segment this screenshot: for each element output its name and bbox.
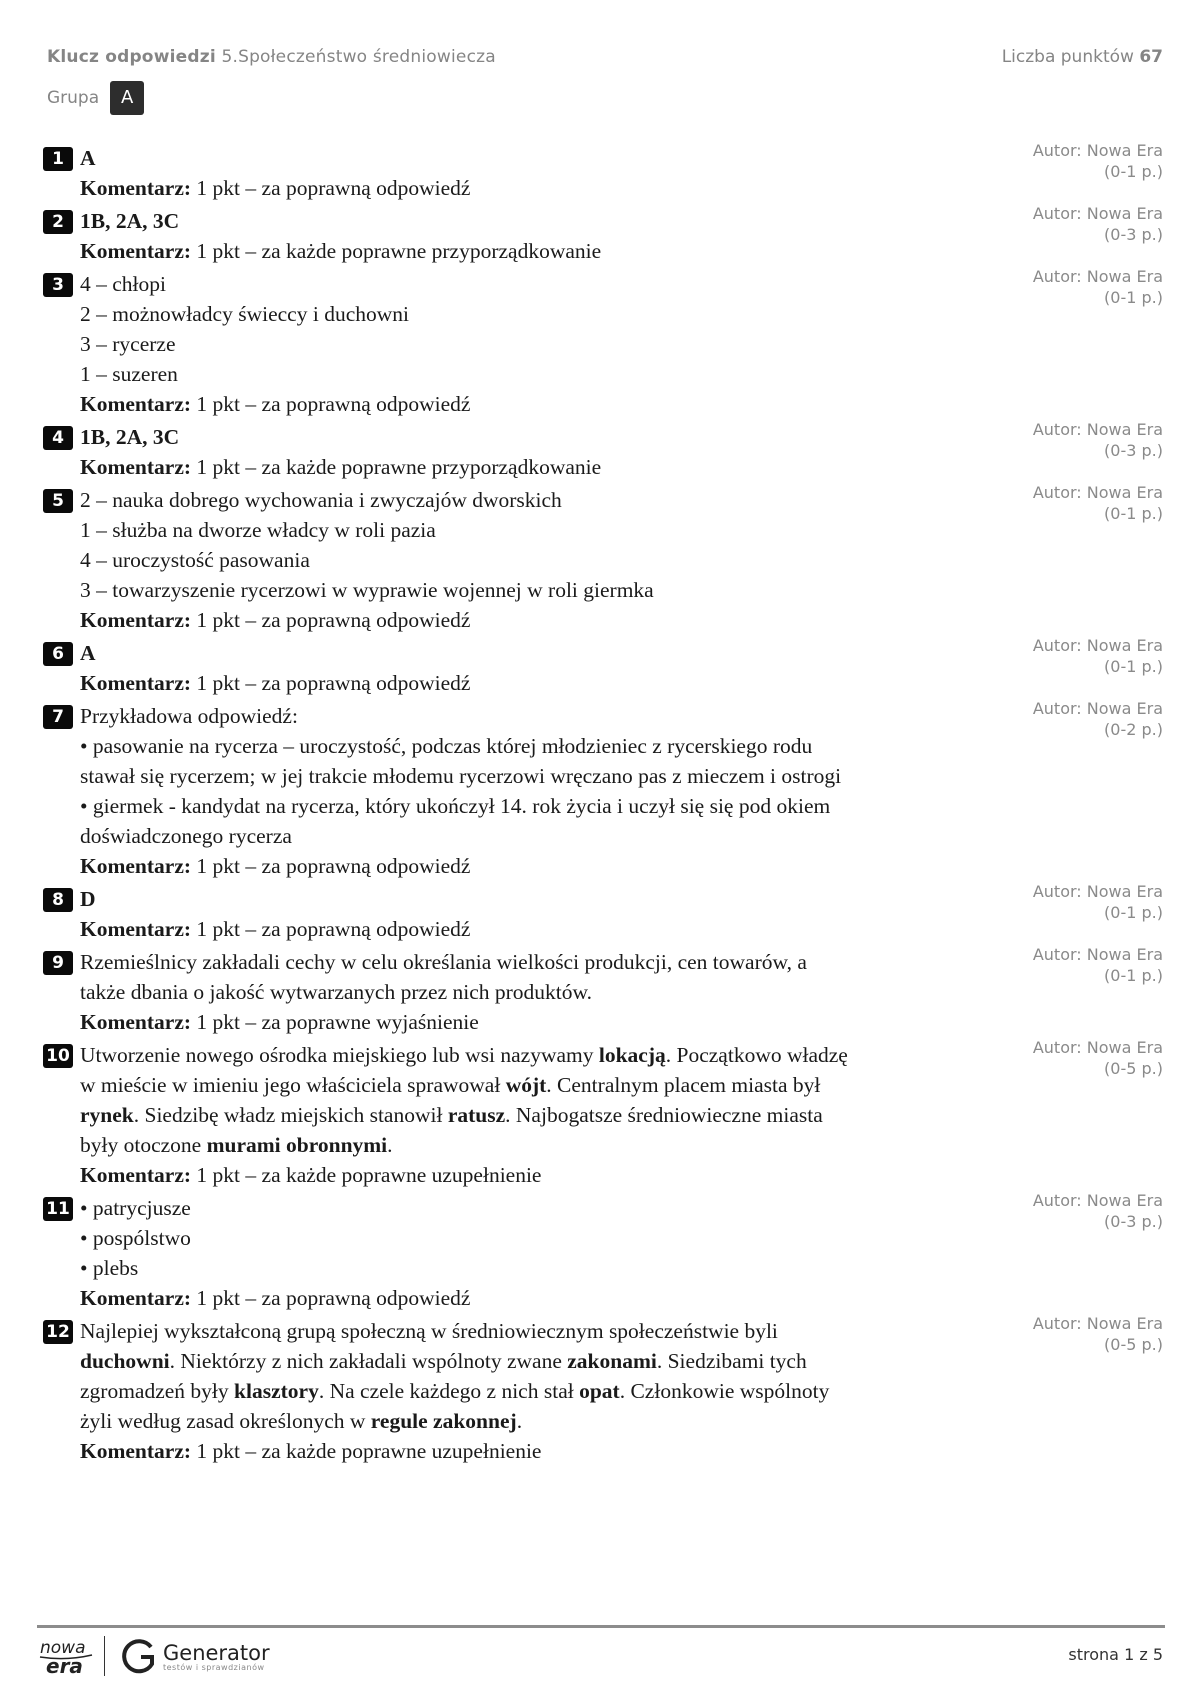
task-points: (0-2 p.) (1104, 720, 1163, 739)
group-row (47, 81, 144, 115)
comment-text: 1 pkt – za poprawne wyjaśnienie (196, 1010, 479, 1034)
answer-line: A (80, 146, 96, 170)
document-title (47, 47, 496, 67)
answer-line: 4 – uroczystość pasowania (80, 548, 310, 572)
task-answer (80, 206, 1030, 266)
comment-line (80, 1160, 1030, 1190)
answer-line: • pospólstwo (80, 1226, 191, 1250)
answer-text: . Siedzibę władz miejskich stanowił (133, 1103, 448, 1127)
answers-list (43, 143, 1163, 1469)
task-item (43, 947, 1163, 1037)
task-answer (80, 638, 1030, 698)
comment-line (80, 851, 1030, 881)
answer-text: w mieście w imieniu jego właściciela sprawował (80, 1073, 506, 1097)
answer-text: żyli według zasad określonych w (80, 1409, 371, 1433)
task-points: (0-3 p.) (1104, 1212, 1163, 1231)
task-meta (1033, 635, 1163, 677)
answer-line: • giermek - kandydat na rycerza, który ukończył 14. rok życia i uczył się się pod okiem (80, 794, 831, 818)
task-item (43, 638, 1163, 698)
task-number-badge: 1 (43, 147, 73, 171)
task-points: (0-1 p.) (1104, 162, 1163, 181)
task-author: Autor: Nowa Era (1032, 483, 1163, 502)
task-answer (80, 947, 1030, 1037)
task-author: Autor: Nowa Era (1032, 1038, 1163, 1057)
answer-keyword: ratusz (447, 1103, 506, 1127)
task-meta (1033, 881, 1163, 923)
answer-line: A (80, 641, 96, 665)
comment-line (80, 1283, 1030, 1313)
comment-line (80, 668, 1030, 698)
page-number: strona 1 z 5 (1068, 1645, 1163, 1664)
task-author: Autor: Nowa Era (1032, 636, 1163, 655)
generator-logo (121, 1633, 270, 1681)
answer-text: . (516, 1409, 523, 1433)
logo-era-text: era (46, 1654, 83, 1678)
task-author: Autor: Nowa Era (1032, 1314, 1163, 1333)
task-author: Autor: Nowa Era (1032, 699, 1163, 718)
answer-text: . Centralnym placem miasta był (546, 1073, 821, 1097)
answer-text: . Członkowie wspólnoty (619, 1379, 830, 1403)
comment-label: Komentarz: (80, 608, 192, 632)
comment-text: 1 pkt – za poprawną odpowiedź (196, 392, 471, 416)
task-item (43, 884, 1163, 944)
task-number-badge: 2 (43, 210, 73, 234)
group-badge: A (110, 81, 144, 115)
answer-keyword: wójt (505, 1073, 547, 1097)
answer-text: . Początkowo władzę (665, 1043, 848, 1067)
comment-label: Komentarz: (80, 1286, 192, 1310)
answer-keyword: klasztory (234, 1379, 319, 1403)
task-author: Autor: Nowa Era (1032, 882, 1163, 901)
comment-text: 1 pkt – za poprawną odpowiedź (196, 608, 471, 632)
comment-text: 1 pkt – za każde poprawne przyporządkowanie (196, 239, 602, 263)
comment-line (80, 452, 1030, 482)
task-item (43, 1193, 1163, 1313)
task-points: (0-1 p.) (1104, 966, 1163, 985)
answer-text: . Siedzibami tych (656, 1349, 807, 1373)
comment-label: Komentarz: (80, 455, 192, 479)
points-label: Liczba punktów (1001, 47, 1134, 67)
task-number-badge: 3 (43, 273, 73, 297)
task-points: (0-5 p.) (1104, 1059, 1163, 1078)
answer-line: 1 – służba na dworze władcy w roli pazia (80, 518, 436, 542)
answer-keyword: rynek (80, 1103, 134, 1127)
task-meta (1033, 1037, 1163, 1079)
answer-line: Przykładowa odpowiedź: (80, 704, 298, 728)
answer-line: • patrycjusze (80, 1196, 191, 1220)
total-points (1002, 47, 1163, 67)
task-meta (1033, 203, 1163, 245)
generator-name: Generator (163, 1640, 270, 1665)
comment-text: 1 pkt – za każde poprawne przyporządkowanie (196, 455, 602, 479)
task-number-badge: 12 (43, 1320, 73, 1344)
comment-text: 1 pkt – za każde poprawne uzupełnienie (196, 1163, 542, 1187)
task-answer (80, 1193, 1030, 1313)
group-label: Grupa (47, 88, 100, 108)
answer-text: . Na czele każdego z nich stał (318, 1379, 580, 1403)
answer-keyword: murami obronnymi (206, 1133, 388, 1157)
task-points: (0-1 p.) (1104, 288, 1163, 307)
answer-line: • pasowanie na rycerza – uroczystość, podczas której młodzieniec z rycerskiego rodu (80, 734, 813, 758)
comment-text: 1 pkt – za poprawną odpowiedź (196, 854, 471, 878)
comment-label: Komentarz: (80, 392, 192, 416)
task-item (43, 485, 1163, 635)
comment-label: Komentarz: (80, 1010, 192, 1034)
task-number-badge: 5 (43, 489, 73, 513)
task-points: (0-1 p.) (1104, 504, 1163, 523)
answer-line: 3 – towarzyszenie rycerzowi w wyprawie wojennej w roli giermka (80, 578, 654, 602)
comment-line (80, 173, 1030, 203)
answer-text: Najlepiej wykształconą grupą społeczną w średniowiecznym społeczeństwie byli (80, 1319, 778, 1343)
comment-label: Komentarz: (80, 239, 192, 263)
nowa-era-logo (38, 1636, 96, 1680)
task-item (43, 422, 1163, 482)
task-points: (0-1 p.) (1104, 903, 1163, 922)
task-meta (1033, 698, 1163, 740)
answer-line (80, 1346, 1030, 1376)
task-meta (1033, 482, 1163, 524)
comment-text: 1 pkt – za poprawną odpowiedź (196, 671, 471, 695)
logo-separator (104, 1636, 105, 1676)
task-author: Autor: Nowa Era (1032, 945, 1163, 964)
answer-line: 1B, 2A, 3C (80, 425, 180, 449)
comment-line (80, 389, 1030, 419)
answer-line: 1 – suzeren (80, 362, 178, 386)
logo-nowa-text: nowa (40, 1638, 86, 1658)
comment-label: Komentarz: (80, 917, 192, 941)
answer-line: stawał się rycerzem; w jej trakcie młodemu rycerzowi wręczano pas z mieczem i ostrogi (80, 764, 842, 788)
task-meta (1033, 944, 1163, 986)
answer-line: doświadczonego rycerza (80, 824, 292, 848)
task-answer (80, 485, 1030, 635)
answer-text: Utworzenie nowego ośrodka miejskiego lub wsi nazywamy (80, 1043, 599, 1067)
answer-keyword: opat (579, 1379, 620, 1403)
comment-line (80, 236, 1030, 266)
task-points: (0-1 p.) (1104, 657, 1163, 676)
task-answer (80, 269, 1030, 419)
task-number-badge: 9 (43, 951, 73, 975)
task-points: (0-3 p.) (1104, 225, 1163, 244)
task-item (43, 143, 1163, 203)
comment-line (80, 1436, 1030, 1466)
generator-tagline: testów i sprawdzianów (163, 1662, 265, 1672)
answer-line: Rzemieślnicy zakładali cechy w celu określania wielkości produkcji, cen towarów, a (80, 950, 807, 974)
task-answer (80, 1040, 1030, 1190)
task-author: Autor: Nowa Era (1032, 1191, 1163, 1210)
task-answer (80, 884, 1030, 944)
answer-line: 1B, 2A, 3C (80, 209, 180, 233)
answer-line (80, 1406, 1030, 1436)
task-author: Autor: Nowa Era (1032, 267, 1163, 286)
task-item (43, 269, 1163, 419)
key-label: Klucz odpowiedzi (47, 47, 216, 67)
task-number-badge: 6 (43, 642, 73, 666)
task-answer (80, 422, 1030, 482)
answer-line: 2 – możnowładcy świeccy i duchowni (80, 302, 409, 326)
answer-keyword: duchowni (80, 1349, 170, 1373)
footer-divider (37, 1625, 1165, 1628)
task-number-badge: 7 (43, 705, 73, 729)
answer-keyword: regule zakonnej (370, 1409, 517, 1433)
answer-line: 2 – nauka dobrego wychowania i zwyczajów dworskich (80, 488, 562, 512)
task-points: (0-5 p.) (1104, 1335, 1163, 1354)
comment-label: Komentarz: (80, 854, 192, 878)
task-author: Autor: Nowa Era (1032, 204, 1163, 223)
answer-text: były otoczone (80, 1133, 207, 1157)
comment-text: 1 pkt – za każde poprawne uzupełnienie (196, 1439, 542, 1463)
comment-label: Komentarz: (80, 1439, 192, 1463)
task-item (43, 701, 1163, 881)
task-answer (80, 1316, 1030, 1466)
comment-label: Komentarz: (80, 1163, 192, 1187)
task-meta (1033, 140, 1163, 182)
answer-keyword: zakonami (567, 1349, 657, 1373)
comment-line (80, 914, 1030, 944)
task-meta (1033, 266, 1163, 308)
task-number-badge: 10 (43, 1044, 73, 1068)
comment-text: 1 pkt – za poprawną odpowiedź (196, 1286, 471, 1310)
answer-text: zgromadzeń były (80, 1379, 235, 1403)
answer-keyword: lokacją (598, 1043, 666, 1067)
generator-g-icon (121, 1638, 157, 1676)
task-author: Autor: Nowa Era (1032, 141, 1163, 160)
answer-line: 4 – chłopi (80, 272, 166, 296)
answer-text: . (387, 1133, 393, 1157)
comment-label: Komentarz: (80, 176, 192, 200)
answer-line (80, 1040, 1030, 1070)
answer-line (80, 1316, 1030, 1346)
answer-text: . Najbogatsze średniowieczne miasta (505, 1103, 823, 1127)
task-answer (80, 143, 1030, 203)
task-number-badge: 8 (43, 888, 73, 912)
task-points: (0-3 p.) (1104, 441, 1163, 460)
comment-line (80, 605, 1030, 635)
answer-line: także dbania o jakość wytwarzanych przez nich produktów. (80, 980, 593, 1004)
task-item (43, 206, 1163, 266)
task-answer (80, 701, 1030, 881)
comment-line (80, 1007, 1030, 1037)
answer-line: 3 – rycerze (80, 332, 176, 356)
answer-line (80, 1130, 1030, 1160)
points-value: 67 (1139, 47, 1163, 67)
answer-line (80, 1070, 1030, 1100)
comment-text: 1 pkt – za poprawną odpowiedź (196, 176, 471, 200)
answer-line (80, 1100, 1030, 1130)
comment-text: 1 pkt – za poprawną odpowiedź (196, 917, 471, 941)
task-author: Autor: Nowa Era (1032, 420, 1163, 439)
answer-line: D (80, 887, 96, 911)
comment-label: Komentarz: (80, 671, 192, 695)
task-item (43, 1040, 1163, 1190)
subject-title: 5.Społeczeństwo średniowiecza (221, 47, 496, 67)
task-meta (1033, 1190, 1163, 1232)
task-item (43, 1316, 1163, 1466)
answer-line: • plebs (80, 1256, 139, 1280)
answer-line (80, 1376, 1030, 1406)
task-meta (1033, 419, 1163, 461)
task-meta (1033, 1313, 1163, 1355)
answer-text: . Niektórzy z nich zakładali wspólnoty zwane (169, 1349, 568, 1373)
task-number-badge: 4 (43, 426, 73, 450)
task-number-badge: 11 (43, 1197, 73, 1221)
